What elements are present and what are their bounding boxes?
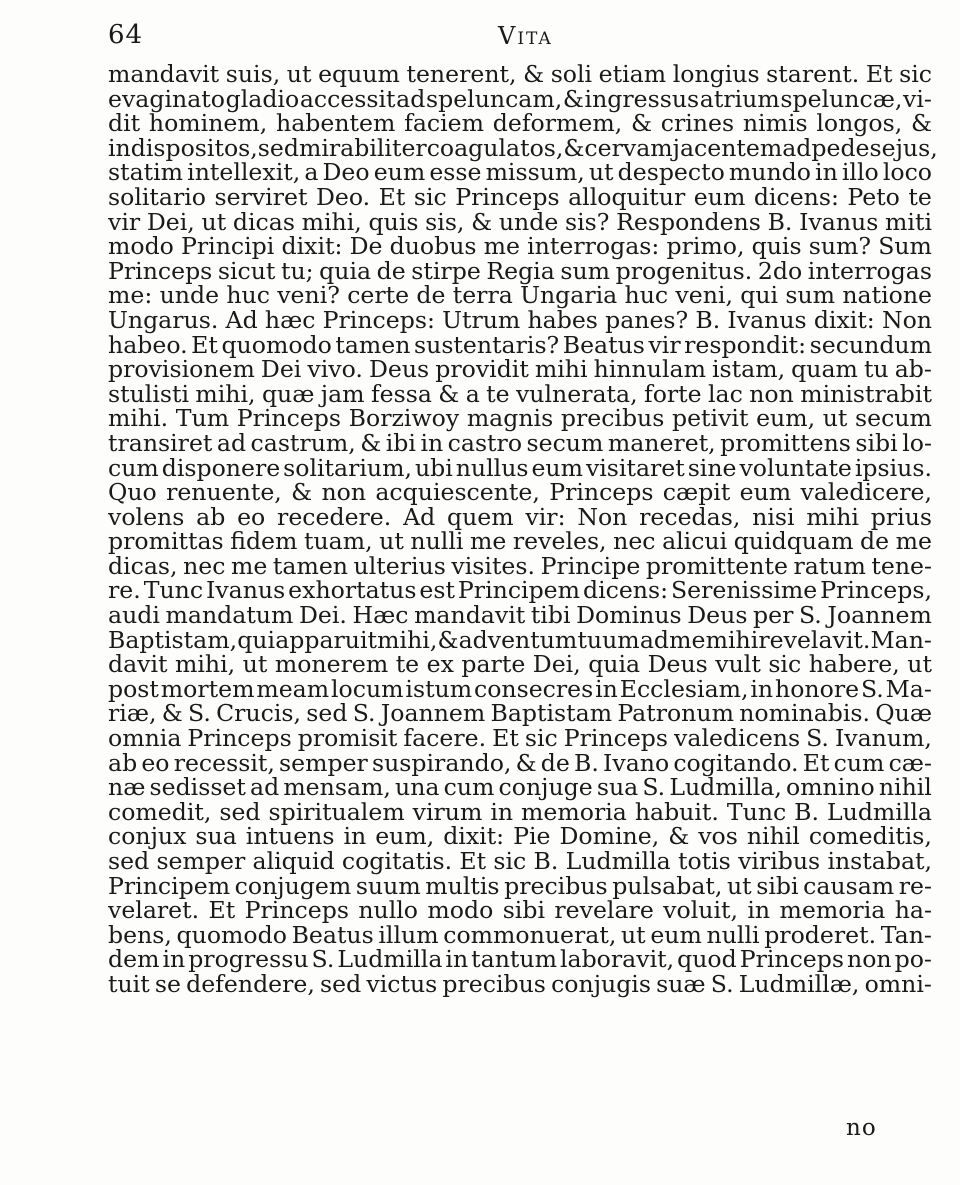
text-line: Principem conjugem suum multis precibus pulsabat, ut sibi causam re-	[108, 871, 932, 900]
text-line: dicas, nec me tamen ulterius visites. Principe promittente ratum tene-	[108, 551, 932, 580]
text-line: mihi. Tum Princeps Borziwoy magnis precibus petivit eum, ut secum	[108, 404, 932, 433]
page-number: 64	[108, 20, 144, 50]
text-line: stulisti mihi, quæ jam fessa & a te vulnerata, forte lac non ministrabit	[108, 379, 932, 408]
text-line: volens ab eo recedere. Ad quem vir: Non recedas, nisi mihi prius	[108, 502, 932, 531]
page-header	[108, 18, 938, 58]
text-line: mandavit suis, ut equum tenerent, & soli etiam longius starent. Et sic	[108, 60, 932, 88]
text-line: modo Principi dixit: De duobus me interrogas: primo, quis sum? Sum	[108, 232, 932, 261]
text-line: evaginato gladio accessit ad speluncam, & ingressus atrium speluncæ, vi-	[108, 84, 932, 113]
text-line: ab eo recessit, semper suspirando, & de B. Ivano cogitando. Et cum cæ-	[108, 748, 932, 777]
text-line: Princeps sicut tu; quia de stirpe Regia sum progenitus. 2do interrogas	[108, 256, 932, 285]
text-line: velaret. Et Princeps nullo modo sibi revelare voluit, in memoria ha-	[108, 896, 932, 925]
text-line: indispositos, sed mirabiliter coagulatos, & cervam jacentem ad pedes ejus,	[108, 133, 938, 162]
text-line: Quo renuente, & non acquiescente, Princeps cæpit eum valedicere,	[108, 478, 932, 507]
text-line: dem in progressu S. Ludmilla in tantum laboravit, quod Princeps non po-	[108, 945, 932, 974]
text-line: riæ, & S. Crucis, sed S. Joannem Baptistam Patronum nominabis. Quæ	[108, 699, 932, 728]
text-line: comedit, sed spiritualem virum in memoria habuit. Tunc B. Ludmilla	[108, 797, 932, 826]
text-line: cum disponere solitarium, ubi nullus eum visitaret sine voluntate ipsius.	[108, 453, 932, 482]
text-line: omnia Princeps promisit facere. Et sic Princeps valedicens S. Ivanum,	[108, 724, 932, 753]
text-line: me: unde huc veni? certe de terra Ungaria huc veni, qui sum natione	[108, 281, 932, 310]
text-line: statim intellexit, a Deo eum esse missum, ut despecto mundo in illo loco	[108, 158, 932, 187]
text-line: conjux sua intuens in eum, dixit: Pie Domine, & vos nihil comeditis,	[108, 822, 932, 851]
running-head: Vita	[498, 22, 553, 50]
text-line: promittas fidem tuam, ut nulli me reveles, nec alicui quidquam de me	[108, 527, 932, 556]
catchword: no	[846, 1115, 877, 1141]
text-line: næ sedisset ad mensam, una cum conjuge sua S. Ludmilla, omnino nihil	[108, 773, 932, 802]
text-line: bens, quomodo Beatus illum commonuerat, ut eum nulli proderet. Tan-	[108, 920, 932, 949]
text-line: post mortem meam locum istum consecres in Ecclesiam, in honore S. Ma-	[108, 674, 932, 703]
text-line: audi mandatum Dei. Hæc mandavit tibi Dominus Deus per S. Joannem	[108, 601, 932, 630]
text-line: Ungarus. Ad hæc Princeps: Utrum habes panes? B. Ivanus dixit: Non	[108, 305, 932, 334]
text-line: tuit se defendere, sed victus precibus conjugis suæ S. Ludmillæ, omni-	[108, 969, 932, 998]
text-line: re. Tunc Ivanus exhortatus est Principem dicens: Serenissime Princeps,	[108, 576, 932, 605]
text-line: habeo. Et quomodo tamen sustentaris? Beatus vir respondit: secundum	[108, 330, 932, 359]
body-text	[108, 60, 938, 998]
text-line: transiret ad castrum, & ibi in castro secum maneret, promittens sibi lo-	[108, 428, 932, 457]
text-line: davit mihi, ut monerem te ex parte Dei, quia Deus vult sic habere, ut	[108, 650, 932, 679]
text-line: provisionem Dei vivo. Deus providit mihi hinnulam istam, quam tu ab-	[108, 355, 932, 384]
text-line: solitario serviret Deo. Et sic Princeps alloquitur eum dicens: Peto te	[108, 182, 932, 211]
text-line: sed semper aliquid cogitatis. Et sic B. Ludmilla totis viribus instabat,	[108, 847, 932, 875]
text-line: dit hominem, habentem faciem deformem, & crines nimis longos, &	[108, 109, 932, 138]
text-line: vir Dei, ut dicas mihi, quis sis, & unde sis? Respondens B. Ivanus miti	[108, 207, 932, 236]
text-line: Baptistam, qui apparuit mihi, & adventum tuum ad me mihi revelavit. Man-	[108, 625, 932, 654]
